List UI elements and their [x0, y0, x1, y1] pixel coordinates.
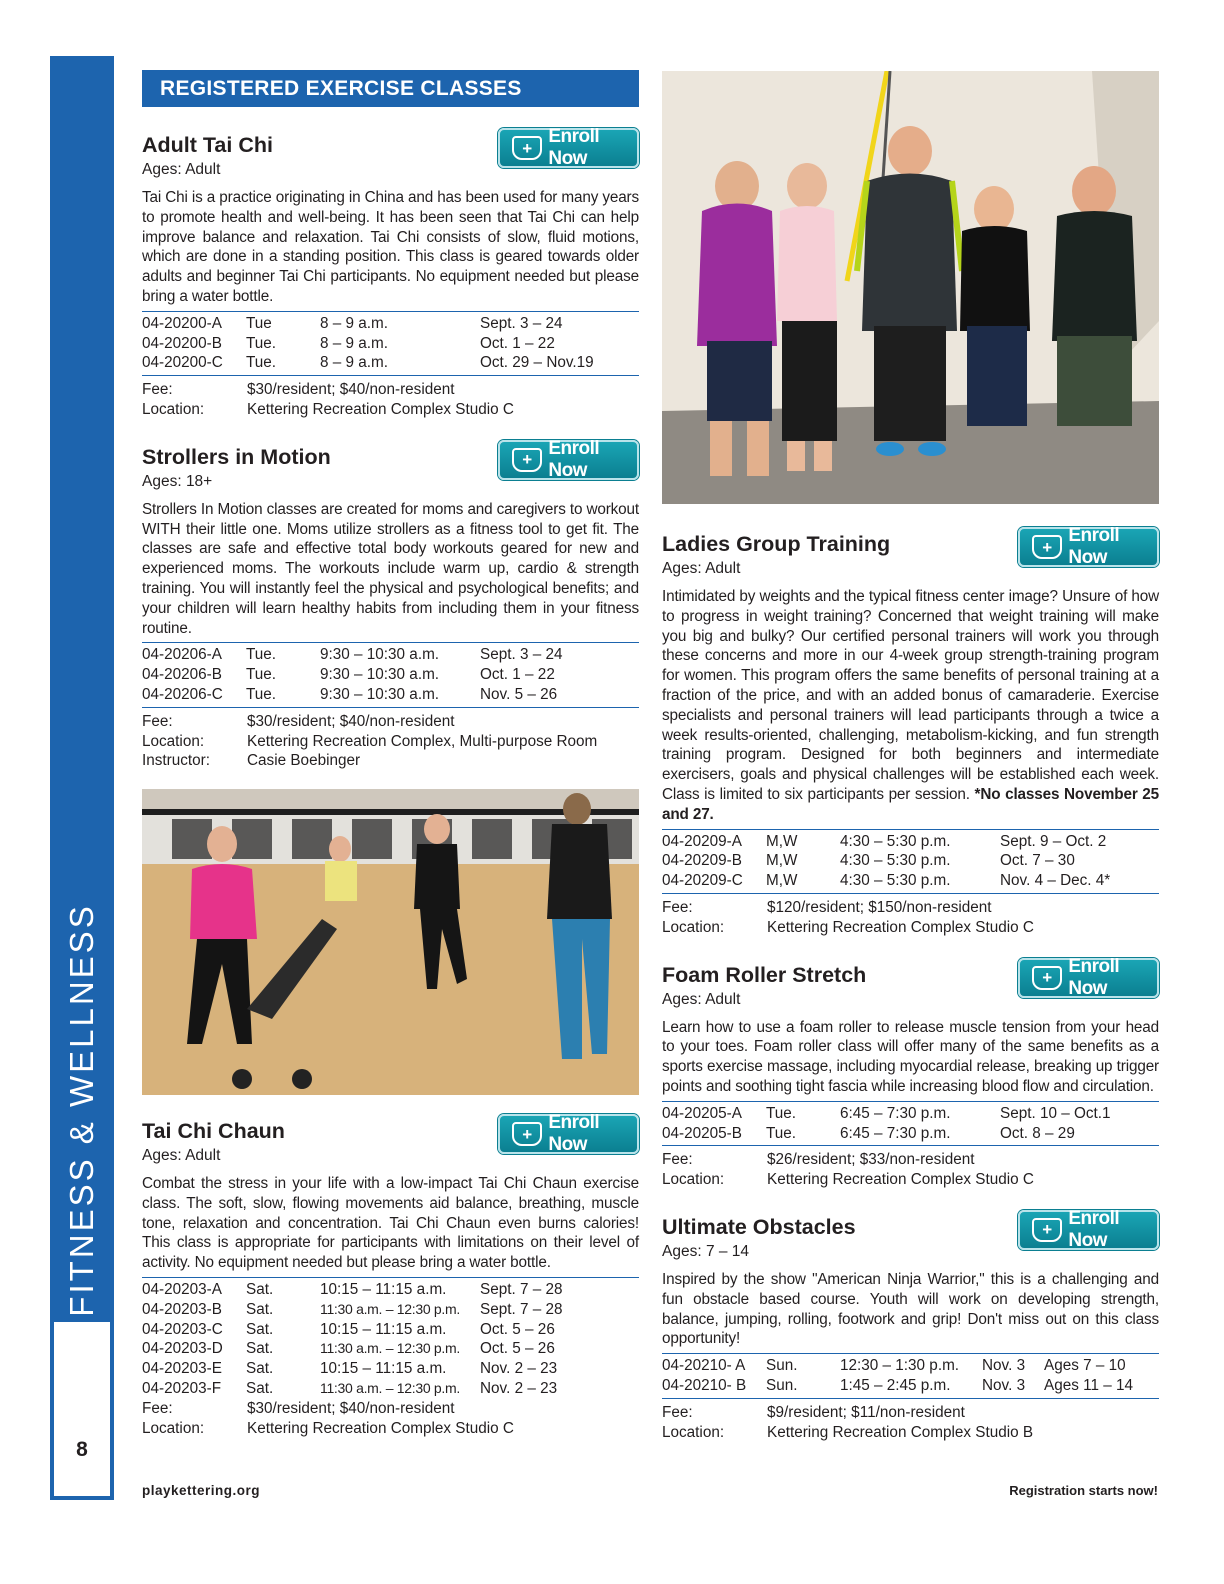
schedule-table	[662, 829, 1159, 891]
session-day: Sat.	[246, 1379, 274, 1397]
enroll-now-button[interactable]	[498, 1114, 639, 1154]
class-title: Adult Tai Chi	[142, 133, 273, 157]
schedule-row	[662, 1376, 1159, 1396]
class-foam-roller-stretch	[662, 955, 1159, 1190]
session-time: 8 – 9 a.m.	[320, 354, 389, 372]
session-day: Tue.	[246, 646, 277, 664]
session-time: 11:30 a.m. – 12:30 p.m.	[320, 1300, 460, 1317]
session-code: 04-20209-C	[662, 872, 743, 890]
session-time: 1:45 – 2:45 p.m.	[840, 1376, 951, 1394]
schedule-row	[142, 1300, 639, 1320]
session-dates: Oct. 1 – 22	[480, 334, 555, 352]
description-text: Intimidated by weights and the typical fitness center image? Unsure of how to progress in weight training? Concerned that weight training will make you big and bulky? Our certified personal trainers will work you through these concerns and more in our 4-week group strength-training program for women. This program offers the same benefits of personal training at a fraction of the price, and with an added bonus of camaraderie. Exercise specialists and personal trainers will lead participants through a twice a week results-oriented, challenging, metabolism-kicking, and fun strength training program. Designed for both beginners and intermediate exercisers, goals and physical challenges will be established each week. Class is limited to six participants per session.	[662, 588, 1159, 803]
session-dates: Oct. 5 – 26	[480, 1340, 555, 1358]
class-ages: Ages: Adult	[662, 990, 741, 1008]
session-day: Tue.	[766, 1104, 797, 1122]
fee-block	[142, 1399, 639, 1439]
cart-plus-icon: +	[512, 136, 542, 160]
session-dates: Nov. 3	[982, 1376, 1026, 1394]
fee-label: Fee:	[662, 1403, 693, 1421]
session-dates: Nov. 4 – Dec. 4*	[1000, 872, 1111, 890]
enroll-label: Enroll Now	[548, 437, 600, 481]
class-ages: Ages: Adult	[142, 1147, 221, 1164]
session-day: M,W	[766, 832, 798, 850]
schedule-row	[662, 1356, 1159, 1376]
session-time: 4:30 – 5:30 p.m.	[840, 832, 951, 850]
class-ages: Ages: Adult	[142, 161, 221, 178]
session-code: 04-20209-B	[662, 852, 742, 870]
session-day: Sat.	[246, 1320, 274, 1338]
location-value: Kettering Recreation Complex Studio C	[247, 1419, 514, 1437]
location-value: Kettering Recreation Complex Studio C	[767, 918, 1034, 936]
session-day: Tue.	[766, 1124, 797, 1142]
session-day: Sun.	[766, 1376, 798, 1394]
fee-value: $9/resident; $11/non-resident	[767, 1403, 965, 1421]
left-column	[142, 70, 639, 771]
session-day: Sun.	[766, 1357, 798, 1375]
cart-plus-icon: +	[1032, 966, 1062, 990]
session-ages: Ages 7 – 10	[1044, 1357, 1126, 1375]
class-tai-chi-chaun	[142, 1112, 639, 1438]
fee-block	[662, 1145, 1159, 1190]
class-title: Ladies Group Training	[662, 532, 891, 556]
class-description: Strollers In Motion classes are created for moms and caregivers to workout WITH their little one. Moms utilize strollers as a fitness tool to get fit. The classes are safe and effective total body workouts geared for new and experienced moms. The workouts include warm up, cardio & strength training. You will instantly feel the physical and psychological benefits; and your children will learn healthy habits from including them in your fitness routine.	[142, 500, 639, 637]
location-label: Location:	[662, 918, 725, 936]
schedule-row	[142, 353, 639, 373]
class-description: Tai Chi is a practice originating in China and has been used for many years to promote health and well-being. It has been seen that Tai Chi can help improve balance and relaxation. Tai Chi consists of slow, fluid motions, which are done in a standing position. This class is geared towards older adults and beginner Tai Chi participants. No equipment needed but please bring a water bottle.	[142, 189, 639, 305]
class-title: Ultimate Obstacles	[662, 1214, 856, 1239]
session-day: Tue.	[246, 354, 277, 372]
enroll-label: Enroll Now	[548, 1112, 600, 1155]
enroll-label: Enroll Now	[1068, 525, 1120, 568]
schedule-row	[142, 645, 639, 665]
location-label: Location:	[142, 732, 205, 750]
footer-note: Registration starts now!	[1009, 1483, 1158, 1498]
session-time: 11:30 a.m. – 12:30 p.m.	[320, 1340, 460, 1357]
class-description: Learn how to use a foam roller to release muscle tension from your head to your toes. Foam roller class will offer many of the same benefits as a sports exercise massage, including myocardial release, breaking up trigger points and soothing tight fascia while increasing blood flow and circulation.	[662, 1018, 1159, 1095]
session-time: 11:30 a.m. – 12:30 p.m.	[320, 1379, 460, 1396]
schedule-table	[142, 642, 639, 704]
enroll-label: Enroll Now	[1068, 1207, 1120, 1251]
session-dates: Sept. 3 – 24	[480, 646, 563, 664]
schedule-row	[662, 1124, 1159, 1144]
class-title: Tai Chi Chaun	[142, 1119, 285, 1143]
session-code: 04-20203-C	[142, 1320, 223, 1338]
session-code: 04-20206-A	[142, 646, 222, 664]
session-ages: Ages 11 – 14	[1044, 1376, 1134, 1394]
section-label: FITNESS & WELLNESS	[63, 903, 100, 1317]
enroll-label: Enroll Now	[1068, 955, 1120, 999]
schedule-table	[142, 1277, 639, 1399]
strollers-class-photo	[142, 789, 639, 1095]
fee-label: Fee:	[142, 1399, 173, 1417]
session-dates: Sept. 3 – 24	[480, 314, 563, 332]
schedule-row	[662, 871, 1159, 891]
fee-block	[142, 375, 639, 420]
session-dates: Nov. 2 – 23	[480, 1360, 558, 1378]
ladies-group-photo	[662, 71, 1159, 504]
session-code: 04-20210- B	[662, 1376, 747, 1394]
class-ultimate-obstacles	[662, 1207, 1159, 1442]
session-code: 04-20203-B	[142, 1300, 222, 1318]
fee-block	[142, 707, 639, 771]
fee-label: Fee:	[142, 712, 173, 730]
location-label: Location:	[142, 400, 205, 418]
session-dates: Nov. 5 – 26	[480, 685, 558, 703]
session-day: Tue.	[246, 334, 277, 352]
enroll-now-button[interactable]	[498, 437, 639, 481]
class-ages: Ages: 18+	[142, 472, 213, 490]
cart-plus-icon: +	[512, 1122, 542, 1146]
schedule-row	[662, 851, 1159, 871]
session-dates: Nov. 2 – 23	[480, 1379, 558, 1397]
session-code: 04-20209-A	[662, 832, 742, 850]
location-label: Location:	[662, 1171, 725, 1189]
instructor-label: Instructor:	[142, 752, 211, 770]
session-code: 04-20205-A	[662, 1104, 742, 1122]
session-time: 10:15 – 11:15 a.m.	[320, 1360, 447, 1378]
session-day: M,W	[766, 852, 798, 870]
right-column	[662, 525, 1160, 1442]
session-code: 04-20200-B	[142, 334, 222, 352]
schedule-row	[142, 685, 639, 705]
class-description: Combat the stress in your life with a low-impact Tai Chi Chaun exercise class. The soft, slow, flowing movements aid balance, breathing, muscle tone, relaxation and concentration. Tai Chi Chaun even burns calories! This class is appropriate for participants with limitations on their level of activity. No equipment needed but please bring a water bottle.	[142, 1175, 639, 1272]
footer-website-link[interactable]: playkettering.org	[142, 1483, 261, 1498]
session-dates: Sept. 10 – Oct.1	[1000, 1104, 1111, 1122]
location-label: Location:	[662, 1423, 725, 1441]
session-code: 04-20203-A	[142, 1280, 222, 1298]
schedule-row	[662, 832, 1159, 852]
schedule-row	[142, 334, 639, 354]
session-time: 6:45 – 7:30 p.m.	[840, 1124, 951, 1142]
session-time: 4:30 – 5:30 p.m.	[840, 872, 951, 890]
schedule-table	[662, 1353, 1159, 1396]
session-dates: Sept. 9 – Oct. 2	[1000, 832, 1107, 850]
session-day: M,W	[766, 872, 798, 890]
schedule-row	[142, 1280, 639, 1300]
fee-value: $120/resident; $150/non-resident	[767, 898, 992, 916]
class-ladies-group-training	[662, 525, 1160, 938]
schedule-row	[142, 1320, 639, 1340]
session-code: 04-20200-A	[142, 314, 222, 332]
session-code: 04-20206-C	[142, 685, 223, 703]
instructor-value: Casie Boebinger	[247, 752, 361, 770]
location-value: Kettering Recreation Complex Studio C	[247, 400, 514, 418]
session-dates: Sept. 7 – 28	[480, 1300, 563, 1318]
fee-value: $30/resident; $40/non-resident	[247, 1399, 455, 1417]
enroll-label: Enroll Now	[548, 126, 600, 169]
schedule-table	[142, 311, 639, 373]
session-code: 04-20203-D	[142, 1340, 223, 1358]
session-time: 9:30 – 10:30 a.m.	[320, 666, 440, 684]
session-dates: Oct. 7 – 30	[1000, 852, 1075, 870]
session-day: Sat.	[246, 1340, 274, 1358]
fee-value: $30/resident; $40/non-resident	[247, 381, 455, 399]
fee-value: $26/resident; $33/non-resident	[767, 1151, 975, 1169]
location-label: Location:	[142, 1419, 205, 1437]
session-time: 9:30 – 10:30 a.m.	[320, 646, 440, 664]
class-title: Foam Roller Stretch	[662, 962, 867, 987]
session-day: Tue.	[246, 685, 277, 703]
enroll-now-button[interactable]	[1018, 527, 1159, 567]
location-value: Kettering Recreation Complex, Multi-purpose Room	[247, 732, 598, 750]
session-code: 04-20203-F	[142, 1379, 222, 1397]
page-number: 8	[76, 1438, 88, 1461]
session-day: Sat.	[246, 1360, 274, 1378]
fee-label: Fee:	[662, 1151, 693, 1169]
session-dates: Oct. 5 – 26	[480, 1320, 555, 1338]
page-number-box	[50, 1322, 114, 1500]
schedule-row	[142, 314, 639, 334]
session-time: 8 – 9 a.m.	[320, 314, 389, 332]
left-column-lower	[142, 1112, 639, 1438]
class-strollers-in-motion	[142, 437, 639, 771]
schedule-row	[142, 1359, 639, 1379]
session-day: Tue	[246, 314, 272, 332]
session-time: 4:30 – 5:30 p.m.	[840, 852, 951, 870]
fee-label: Fee:	[662, 898, 693, 916]
session-time: 10:15 – 11:15 a.m.	[320, 1280, 447, 1298]
enroll-now-button[interactable]	[1018, 1207, 1159, 1251]
session-time: 9:30 – 10:30 a.m.	[320, 685, 440, 703]
class-ages: Ages: Adult	[662, 560, 741, 577]
session-time: 6:45 – 7:30 p.m.	[840, 1104, 951, 1122]
class-description: Inspired by the show "American Ninja Warrior," this is a challenging and fun obstacle based course. Youth will work on developing strength, balance, jumping, rolling, footwork and grip! Don't miss out on this class opportunity!	[662, 1270, 1159, 1348]
session-day: Tue.	[246, 666, 277, 684]
fee-label: Fee:	[142, 381, 173, 399]
schedule-row	[142, 1339, 639, 1359]
cart-plus-icon: +	[512, 448, 542, 472]
cart-plus-icon: +	[1032, 1218, 1062, 1242]
session-dates: Nov. 3	[982, 1357, 1026, 1375]
session-time: 10:15 – 11:15 a.m.	[320, 1320, 447, 1338]
session-code: 04-20203-E	[142, 1360, 222, 1378]
session-day: Sat.	[246, 1280, 274, 1298]
description-note: *No classes November 25 and 27.	[662, 785, 1160, 823]
fee-block	[662, 1398, 1159, 1443]
fee-value: $30/resident; $40/non-resident	[247, 712, 455, 730]
schedule-row	[142, 665, 639, 685]
class-adult-tai-chi	[142, 126, 639, 420]
location-value: Kettering Recreation Complex Studio B	[767, 1423, 1034, 1441]
session-code: 04-20210- A	[662, 1357, 746, 1375]
schedule-row	[142, 1379, 639, 1399]
enroll-now-button[interactable]	[498, 128, 639, 168]
class-ages: Ages: 7 – 14	[662, 1242, 750, 1260]
class-description	[662, 587, 1159, 825]
enroll-now-button[interactable]	[1018, 955, 1159, 999]
schedule-table	[662, 1101, 1159, 1144]
class-title: Strollers in Motion	[142, 444, 331, 469]
session-day: Sat.	[246, 1300, 274, 1318]
schedule-row	[662, 1104, 1159, 1124]
session-dates: Oct. 8 – 29	[1000, 1124, 1075, 1142]
session-dates: Oct. 29 – Nov.19	[480, 354, 594, 372]
session-code: 04-20206-B	[142, 666, 222, 684]
cart-plus-icon: +	[1032, 535, 1062, 559]
session-dates: Oct. 1 – 22	[480, 666, 555, 684]
session-code: 04-20205-B	[662, 1124, 742, 1142]
session-code: 04-20200-C	[142, 354, 223, 372]
fee-block	[662, 893, 1159, 938]
session-time: 12:30 – 1:30 p.m.	[840, 1357, 960, 1375]
location-value: Kettering Recreation Complex Studio C	[767, 1171, 1034, 1189]
section-banner: REGISTERED EXERCISE CLASSES	[142, 70, 639, 107]
session-time: 8 – 9 a.m.	[320, 334, 389, 352]
session-dates: Sept. 7 – 28	[480, 1280, 563, 1298]
